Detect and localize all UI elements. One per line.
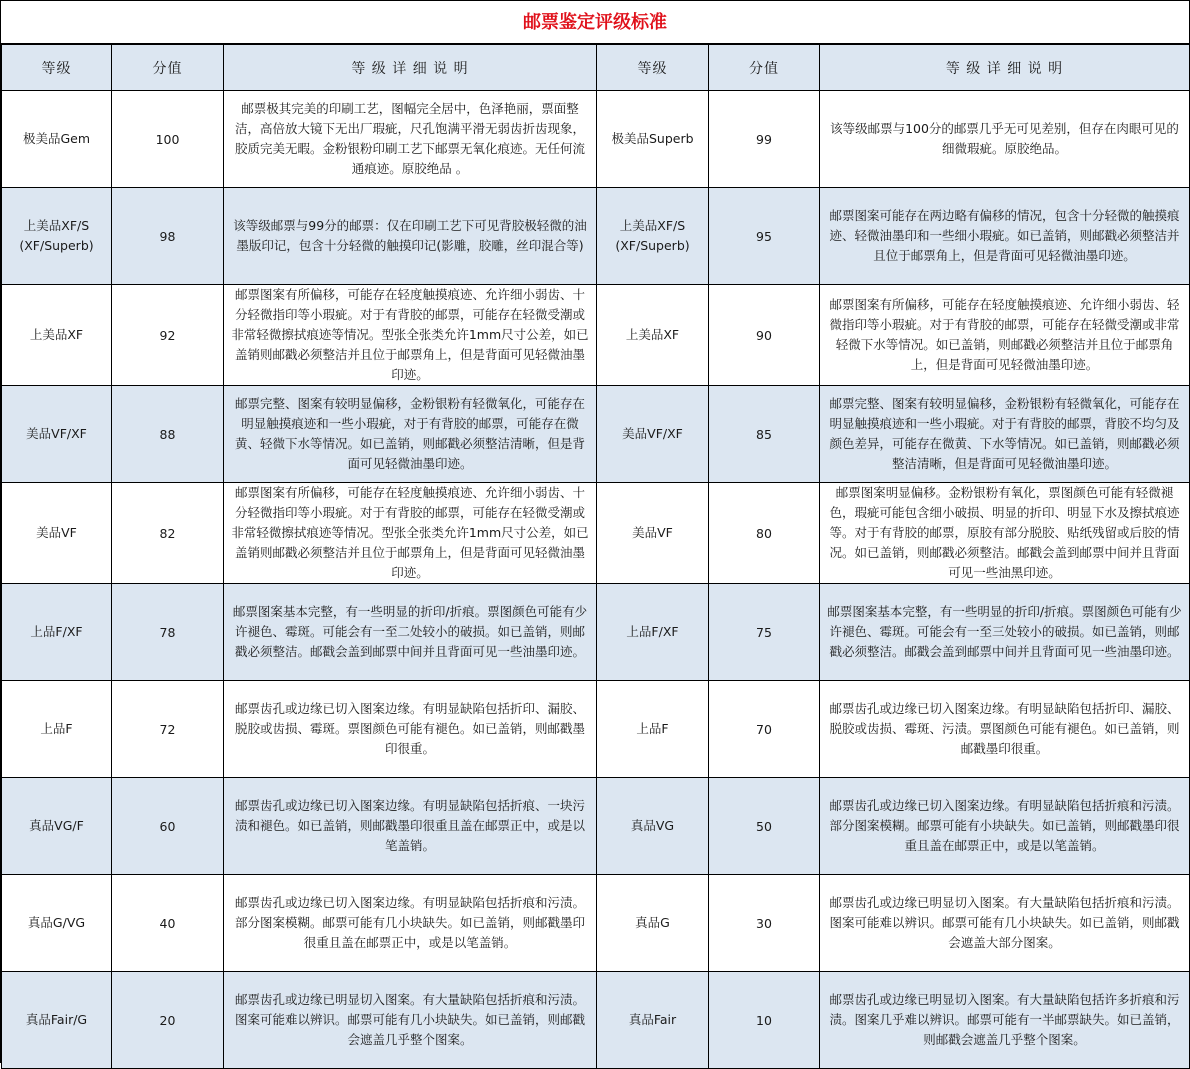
grade-cell: 极美品Gem	[2, 91, 112, 188]
description-cell: 邮票图案有所偏移，可能存在轻度触摸痕迹、允许细小弱齿、十分轻微指印等小瑕疵。对于有背胶的邮票，可能存在轻微受潮或非常轻微擦拭痕迹等情况。型张全张类允许1mm尺寸公差，如已盖销则邮戳必须整洁并且位于邮票角上，但是背面可见轻微油墨印迹。	[224, 483, 597, 584]
grade-cell: 上品F	[597, 681, 709, 778]
table-header-row	[2, 45, 1190, 91]
description-cell: 邮票齿孔或边缘已明显切入图案。有大量缺陷包括许多折痕和污渍。图案几乎难以辨识。邮票可能有一半邮票缺失。如已盖销，则邮戳会遮盖几乎整个图案。	[820, 972, 1190, 1069]
grade-cell: 上美品XF	[597, 285, 709, 386]
description-cell: 邮票完整、图案有较明显偏移，金粉银粉有轻微氧化，可能存在明显触摸痕迹和一些小瑕疵，对于有背胶的邮票，可能存在微黄、轻微下水等情况。如已盖销，则邮戳必须整洁清晰，但是背面可见轻微油墨印迹。	[224, 386, 597, 483]
table-row	[2, 778, 1190, 875]
description-cell: 该等级邮票与100分的邮票几乎无可见差别，但存在肉眼可见的细微瑕疵。原胶绝品。	[820, 91, 1190, 188]
grade-cell: 真品G	[597, 875, 709, 972]
table-row	[2, 386, 1190, 483]
score-cell: 90	[709, 285, 820, 386]
score-cell: 95	[709, 188, 820, 285]
description-cell: 邮票齿孔或边缘已切入图案边缘。有明显缺陷包括折印、漏胶、脱胶或齿损、霉斑、污渍。票图颜色可能有褪色。如已盖销，则邮戳墨印很重。	[820, 681, 1190, 778]
grade-cell: 上美品XF/S (XF/Superb)	[2, 188, 112, 285]
score-cell: 88	[112, 386, 224, 483]
score-cell: 98	[112, 188, 224, 285]
grade-cell: 上美品XF	[2, 285, 112, 386]
grade-cell: 美品VF	[2, 483, 112, 584]
score-cell: 20	[112, 972, 224, 1069]
table-row	[2, 584, 1190, 681]
grade-cell: 真品Fair	[597, 972, 709, 1069]
grade-cell: 上品F/XF	[2, 584, 112, 681]
score-cell: 82	[112, 483, 224, 584]
table-row	[2, 188, 1190, 285]
score-cell: 70	[709, 681, 820, 778]
grade-cell: 真品VG/F	[2, 778, 112, 875]
score-cell: 40	[112, 875, 224, 972]
description-cell: 邮票齿孔或边缘已切入图案边缘。有明显缺陷包括折痕、一块污渍和褪色。如已盖销，则邮戳墨印很重且盖在邮票正中，或是以笔盖销。	[224, 778, 597, 875]
score-cell: 92	[112, 285, 224, 386]
grade-cell: 真品Fair/G	[2, 972, 112, 1069]
description-cell: 邮票齿孔或边缘已切入图案边缘。有明显缺陷包括折痕和污渍。部分图案模糊。邮票可能有几小块缺失。如已盖销，则邮戳墨印很重且盖在邮票正中，或是以笔盖销。	[224, 875, 597, 972]
description-cell: 邮票齿孔或边缘已切入图案边缘。有明显缺陷包括折印、漏胶、脱胶或齿损、霉斑。票图颜色可能有褪色。如已盖销，则邮戳墨印很重。	[224, 681, 597, 778]
header-detail-2: 等 级 详 细 说 明	[820, 45, 1190, 91]
description-cell: 邮票极其完美的印刷工艺，图幅完全居中，色泽艳丽，票面整洁，高倍放大镜下无出厂瑕疵，尺孔饱满平滑无弱齿折齿现象，胶质完美无暇。金粉银粉印刷工艺下邮票无氧化痕迹。无任何流通痕迹。原胶绝品 。	[224, 91, 597, 188]
grading-table	[1, 44, 1190, 1069]
score-cell: 75	[709, 584, 820, 681]
score-cell: 80	[709, 483, 820, 584]
grade-cell: 美品VF/XF	[597, 386, 709, 483]
table-row	[2, 681, 1190, 778]
score-cell: 85	[709, 386, 820, 483]
table-row	[2, 972, 1190, 1069]
description-cell: 邮票图案有所偏移，可能存在轻度触摸痕迹、允许细小弱齿、十分轻微指印等小瑕疵。对于有背胶的邮票，可能存在轻微受潮或非常轻微擦拭痕迹等情况。型张全张类允许1mm尺寸公差，如已盖销则邮戳必须整洁并且位于邮票角上，但是背面可见轻微油墨印迹。	[224, 285, 597, 386]
description-cell: 邮票齿孔或边缘已明显切入图案。有大量缺陷包括折痕和污渍。图案可能难以辨识。邮票可能有几小块缺失。如已盖销，则邮戳会遮盖大部分图案。	[820, 875, 1190, 972]
description-cell: 邮票图案有所偏移，可能存在轻度触摸痕迹、允许细小弱齿、轻微指印等小瑕疵。对于有背胶的邮票，可能存在轻微受潮或非常轻微下水等情况。如已盖销，则邮戳必须整洁并且位于邮票角上，但是背面可见轻微油墨印迹。	[820, 285, 1190, 386]
table-row	[2, 285, 1190, 386]
description-cell: 该等级邮票与99分的邮票：仅在印刷工艺下可见背胶极轻微的油墨版印记，包含十分轻微的触摸印记(影雕，胶雕，丝印混合等)	[224, 188, 597, 285]
score-cell: 72	[112, 681, 224, 778]
description-cell: 邮票完整、图案有较明显偏移，金粉银粉有轻微氧化，可能存在明显触摸痕迹和一些小瑕疵。对于有背胶的邮票，背胶不均匀及颜色差异，可能存在微黄、下水等情况。如已盖销，则邮戳必须整洁清晰，但是背面可见轻微油墨印迹。	[820, 386, 1190, 483]
score-cell: 30	[709, 875, 820, 972]
score-cell: 50	[709, 778, 820, 875]
description-cell: 邮票图案基本完整，有一些明显的折印/折痕。票图颜色可能有少许褪色、霉斑。可能会有一至三处较小的破损。如已盖销，则邮戳必须整洁。邮戳会盖到邮票中间并且背面可见一些油墨印迹。	[820, 584, 1190, 681]
header-score: 分值	[112, 45, 224, 91]
grade-cell: 上美品XF/S (XF/Superb)	[597, 188, 709, 285]
table-row	[2, 875, 1190, 972]
description-cell: 邮票图案明显偏移。金粉银粉有氧化，票图颜色可能有轻微褪色，瑕疵可能包含细小破损、明显的折印、明显下水及擦拭痕迹等。对于有背胶的邮票，原胶有部分脱胶、贴纸残留或后胶的情况。如已盖销，则邮戳必须整洁。邮戳会盖到邮票中间并且背面可见一些油黑印迹。	[820, 483, 1190, 584]
page-title: 邮票鉴定评级标准	[1, 1, 1189, 44]
header-score-2: 分值	[709, 45, 820, 91]
grade-cell: 美品VF	[597, 483, 709, 584]
description-cell: 邮票图案可能存在两边略有偏移的情况，包含十分轻微的触摸痕迹、轻微油墨印和一些细小瑕疵。如已盖销，则邮戳必须整洁并且位于邮票角上，但是背面可见轻微油墨印迹。	[820, 188, 1190, 285]
score-cell: 10	[709, 972, 820, 1069]
description-cell: 邮票齿孔或边缘已切入图案边缘。有明显缺陷包括折痕和污渍。部分图案模糊。邮票可能有小块缺失。如已盖销，则邮戳墨印很重且盖在邮票正中，或是以笔盖销。	[820, 778, 1190, 875]
table-row	[2, 91, 1190, 188]
grade-cell: 上品F	[2, 681, 112, 778]
header-grade: 等级	[2, 45, 112, 91]
description-cell: 邮票齿孔或边缘已明显切入图案。有大量缺陷包括折痕和污渍。图案可能难以辨识。邮票可能有几小块缺失。如已盖销，则邮戳会遮盖几乎整个图案。	[224, 972, 597, 1069]
score-cell: 100	[112, 91, 224, 188]
grade-cell: 美品VF/XF	[2, 386, 112, 483]
grade-cell: 上品F/XF	[597, 584, 709, 681]
grade-cell: 真品G/VG	[2, 875, 112, 972]
grade-cell: 真品VG	[597, 778, 709, 875]
score-cell: 78	[112, 584, 224, 681]
score-cell: 99	[709, 91, 820, 188]
score-cell: 60	[112, 778, 224, 875]
table-row	[2, 483, 1190, 584]
grade-cell: 极美品Superb	[597, 91, 709, 188]
header-detail: 等 级 详 细 说 明	[224, 45, 597, 91]
header-grade-2: 等级	[597, 45, 709, 91]
description-cell: 邮票图案基本完整，有一些明显的折印/折痕。票图颜色可能有少许褪色、霉斑。可能会有一至二处较小的破损。如已盖销，则邮戳必须整洁。邮戳会盖到邮票中间并且背面可见一些油墨印迹。	[224, 584, 597, 681]
